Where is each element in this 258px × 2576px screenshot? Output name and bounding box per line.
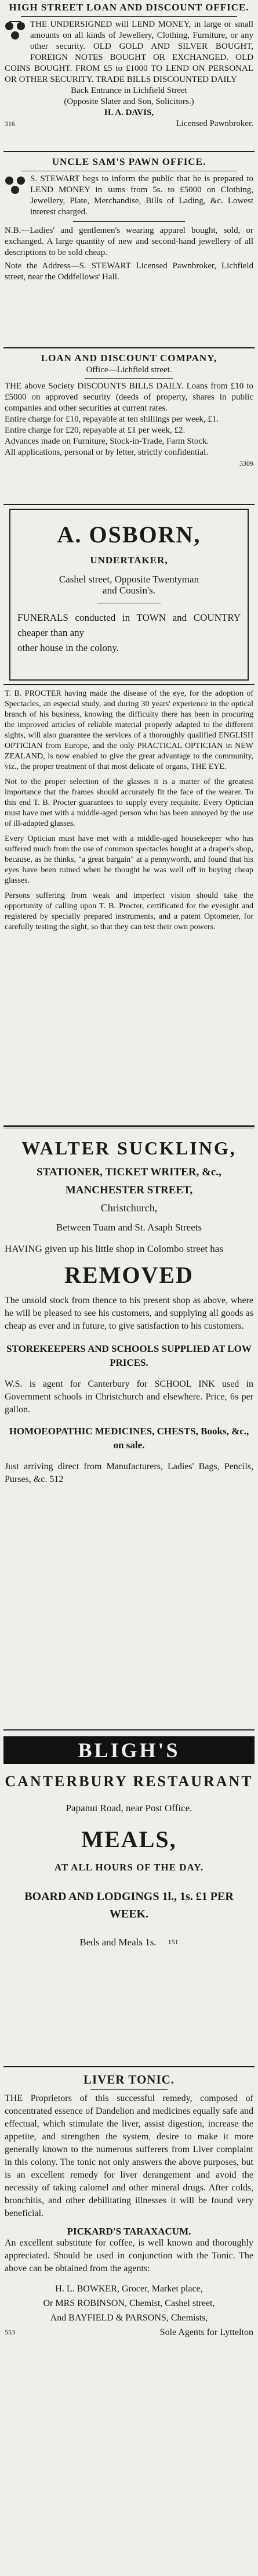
ad-footer [5,2327,253,2338]
ad-agent: H. L. BOWKER, Grocer, Market place, [55,2284,203,2294]
ad-signature: H. A. DAVIS, [104,108,154,117]
ad-location: (Opposite Slater and Son, Solicitors.) [64,97,194,106]
ad-heading: UNCLE SAM'S PAWN OFFICE. [52,156,206,167]
ad-line: Christchurch, [100,1202,158,1214]
ad-heading: LIVER TONIC. [83,2073,175,2086]
ad-agent: Sole Agents for Lyttelton [159,2327,253,2337]
ad-walter-suckling [3,1127,255,1730]
ad-paragraph: Persons suffering from weak and imperfect vision should take the opportunity of calling upon T. B. Procter, certificated for the eyesight and registered by specially prepared instruments, and a patent Optometer, for carefully testing the sight, so that they can test their own powers. [5,891,253,931]
ad-body-2: other house in the colony. [17,642,119,653]
ad-title: UNDERTAKER, [90,555,168,566]
ad-loan-discount-company [3,348,255,505]
ad-removed-heading: REMOVED [64,1262,194,1288]
ad-paragraph: T. B. PROCTER having made the disease of the eye, for the adoption of Spectacles, an especial study, and during 30 years' experience in the optical branch of his business, knowing the difficulty there has been in procuring the improved articles of reliable material properly adapted to the different sights, will also guarantee the services of a thoroughly qualified ENGLISH OPTICIAN from Europe, and the only PRACTICAL OPTICIAN in NEW ZEALAND, is now enabled to give the great advantage to the community, viz., the proper treatment of that most delicate of organs, THE EYE. [5,689,253,771]
ad-line: STATIONER, TICKET WRITER, &c., [37,1166,221,1178]
ad-line: Entire charge for £10, repayable at ten shillings per week, £1. [5,415,219,424]
ad-body: FUNERALS conducted in TOWN and COUNTRY cheaper than any [17,612,241,638]
ad-footer [5,1937,253,1948]
ad-number: 151 [168,1938,179,1946]
ad-note: PICKARD'S TARAXACUM. [67,2226,191,2237]
ad-body: THE Proprietors of this successful remedy, composed of concentrated essence of Dandelion and medicines equally safe and effectual, which stimulate the liver, assist digestion, increase the appetite, and strengthen the system, desire to make it more generally known to the numerous sufferers from Liver complaint in this colony. The tonic not only answers the above purposes, but is an excellent remedy for liver derangement and avoid the necessity of taking calomel and other mineral drugs. After colds, bronchitis, and other debilitating illnesses it will be found very beneficial. [5,2093,253,2218]
ad-address-2: and Cousin's. [103,585,155,596]
ad-line: HOMOEOPATHIC MEDICINES, CHESTS, Books, &c., on sale. [9,1426,249,1451]
ad-body: THE above Society DISCOUNTS BILLS DAILY. Loans from £10 to £5000 on approved security (deeds of property, shares in public companies and other securities at current rates. [5,382,253,413]
ad-board: BOARD AND LODGINGS 1l., 1s. £1 PER WEEK. [24,1890,234,1920]
ad-body-2: An excellent substitute for coffee, is well known and thoroughly appreciated. Should be used in conjunction with the Tonic. The above can be obtained from the agents: [5,2238,253,2273]
ad-number: 553 [5,2328,15,2336]
ad-meals: MEALS, [81,1826,177,1852]
divider [21,16,237,17]
ad-line: STOREKEEPERS AND SCHOOLS SUPPLIED AT LOW PRICES. [6,1343,252,1368]
ad-note: N.B.—Ladies' and gentlemen's wearing apparel bought, sold, or exchanged. A large quantity of new and second-hand jewellery of all descriptions to be sold cheap. [5,226,253,257]
ad-line: All applications, personal or by letter, strictly confidential. [5,448,208,457]
ad-heading: LOAN AND DISCOUNT COMPANY, [41,352,217,364]
ad-name: A. OSBORN, [57,521,201,548]
ad-address: Cashel street, Opposite Twentyman [59,574,199,585]
ad-title: CANTERBURY RESTAURANT [5,1773,253,1790]
ad-body: THE UNDERSIGNED will LEND MONEY, in large or small amounts on all kinds of Jewellery, Clothing, Furniture, or any other security. OLD GOLD AND SILVER BOUGHT, FOREIGN NOTES BOUGHT OR EXCHANGED. OLD COINS BOUGHT. FROM £5 to £1000 TO LEND ON PERSONAL OR OTHER SECURITY. TRADE BILLS DISCOUNTED DAILY [5,20,253,84]
divider [73,221,185,222]
ad-line: Entire charge for £20, repayable at £1 per week, £2. [5,426,186,435]
ad-box [9,509,249,681]
ad-agent: Or MRS ROBINSON, Chemist, Cashel street, [43,2298,215,2308]
ad-procter-optician [3,685,255,1127]
ad-paragraph: Every Optician must have met with a middle-aged housekeeper who has suffered much from the use of common spectacles bought at a draper's shop, because, as he thinks, "a great bargain" at a pennyworth, and found that his eyes have been ruined when he thought he was well off in buying cheap glasses. [5,834,253,885]
three-balls-icon [3,174,27,208]
ad-address: Back Entrance in Lichfield Street [71,86,187,95]
ad-high-street-loan [3,0,255,152]
ad-agent: And BAYFIELD & PARSONS, Chemists, [50,2313,208,2323]
ad-number: 3309 [239,459,253,467]
ad-number: 316 [5,120,15,128]
ad-liver-tonic [3,2067,255,2561]
ad-hours: AT ALL HOURS OF THE DAY. [54,1862,204,1873]
ad-heading: HIGH STREET LOAN AND DISCOUNT OFFICE. [9,2,249,13]
divider [3,1127,255,1128]
ad-line: W.S. is agent for Canterbury for SCHOOL INK used in Government schools in Christchurch and elsewhere. Price, 6s per gallon. [5,1379,253,1415]
ad-uncle-sams-pawn [3,152,255,348]
ad-body: HAVING given up his little shop in Colombo street has [5,1243,223,1254]
ad-footer [5,118,253,129]
divider [90,2089,168,2090]
ad-subheading: Office—Lichfield street. [86,365,172,375]
ad-paragraph: Not to the proper selection of the glasses it is a matter of the greatest importance that the frames should accurately fit the face of the wearer. To this end T. B. Procter guarantees to supply every requisite. Every Optician must have met with a middle-aged person who has been annoyed by the use of ill-adapted glasses. [5,778,253,828]
divider [85,378,173,379]
ad-blighs-restaurant [3,1730,255,2067]
ad-line: MANCHESTER STREET, [65,1184,193,1196]
ad-body: S. STEWART begs to inform the public that he is prepared to LEND MONEY in sums from 5s. to £5000 on Clothing, Jewellery, Plate, Merchandise, Bills of Lading, &c. Lowest interest charged. [30,174,253,217]
ad-address: Papanui Road, near Post Office. [66,1803,192,1814]
ad-name-banner: BLIGH'S [3,1736,255,1764]
three-balls-icon [3,19,27,54]
ad-role: Licensed Pawnbroker. [176,119,253,128]
ad-name: WALTER SUCKLING, [21,1138,237,1159]
ad-line: Between Tuam and St. Asaph Streets [56,1222,202,1233]
ad-osborn-undertaker [3,505,255,685]
ad-address: Note the Address—S. STEWART Licensed Pawnbroker, Lichfield street, near the Oddfellows' Hall. [5,261,253,282]
ad-body-2: The unsold stock from thence to his present shop as above, where he will be pleased to see his customers, and supplying all goods as cheap as ever and in future, to give satisfaction to his customers. [5,1296,253,1331]
ad-line: Just arriving direct from Manufacturers, Ladies' Bags, Pencils, Purses, &c. 512 [5,1462,253,1484]
ad-line: Advances made on Furniture, Stock-in-Trade, Farm Stock. [5,437,209,446]
ad-beds: Beds and Meals 1s. [79,1937,157,1948]
